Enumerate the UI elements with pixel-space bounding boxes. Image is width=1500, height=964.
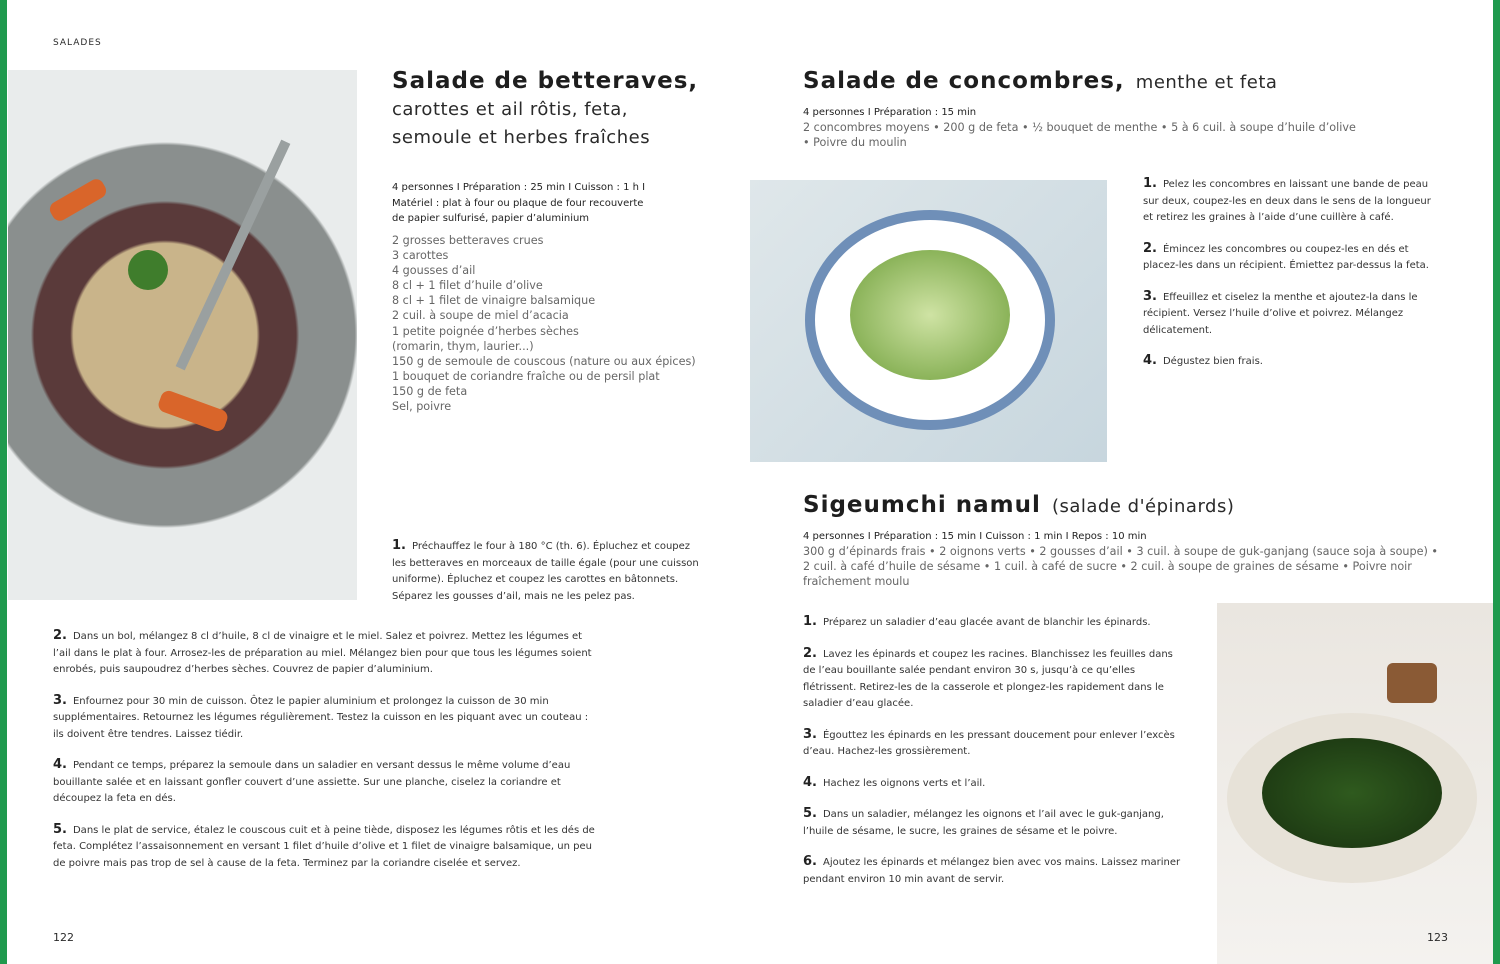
recipe1-step-1 xyxy=(392,538,702,619)
recipe3-subtitle: (salade d'épinards) xyxy=(1051,496,1235,517)
ingredient-item: 150 g de semoule de couscous (nature ou aux épices) xyxy=(392,354,696,368)
recipe-step xyxy=(53,822,598,873)
recipe1-title: Salade de betteraves, xyxy=(392,68,699,94)
step-number: 2. xyxy=(803,645,817,661)
step-number: 2. xyxy=(53,628,67,643)
ingredient-item: Sel, poivre xyxy=(392,400,452,414)
step-text: Dans un saladier, mélangez les oignons et l’ail avec le guk-ganjang, l’huile de sésame, le sucre, les graines de sésame et le poivre. xyxy=(803,809,1164,837)
ingredient-item: 1 bouquet de coriandre fraîche ou de persil plat xyxy=(392,369,660,383)
recipe1-meta: Matériel : plat à four ou plaque de four recouverte xyxy=(392,197,644,209)
right-edge-strip xyxy=(1493,0,1500,964)
ingredient-item: 1 petite poignée d’herbes sèches xyxy=(392,324,579,338)
step-number: 3. xyxy=(53,692,67,708)
step-number: 2. xyxy=(1143,240,1157,256)
recipe2-ingredients: 2 concombres moyens • 200 g de feta • ½ bouquet de menthe • 5 à 6 cuil. à soupe d’huile d’olive • Poivre du moulin xyxy=(803,121,1356,150)
step-text: Pelez les concombres en laissant une bande de peau sur deux, coupez-les en deux dans le sens de la longueur et retirez les graines à l’aide d’une cuillère à café. xyxy=(1143,179,1431,223)
recipe-step xyxy=(392,538,702,605)
cucumber-salad-photo xyxy=(750,180,1107,462)
recipe2-meta: 4 personnes I Préparation : 15 min xyxy=(803,107,977,118)
ingredient-item: 2 cuil. à soupe de miel d’acacia xyxy=(392,309,569,323)
step-text: Émincez les concombres ou coupez-les en dés et placez-les dans un récipient. Émiettez par-dessus la feta. xyxy=(1143,243,1429,271)
recipe2-subtitle: menthe et feta xyxy=(1135,72,1278,93)
recipe-step xyxy=(53,628,598,679)
ingredient-item: 8 cl + 1 filet de vinaigre balsamique xyxy=(392,294,596,308)
step-text: Hachez les oignons verts et l’ail. xyxy=(822,777,986,789)
step-text: Dans le plat de service, étalez le couscous cuit et à peine tiède, disposez les légumes rôtis et les dés de feta. Complétez l’assaisonnement en versant 1 filet d’huile d’olive et 1 filet de vinaigre balsamique, un peu de poivre mais pas trop de sel à cause de la feta. Terminez par la coriandre ciselée et servez. xyxy=(53,824,595,869)
step-number: 3. xyxy=(1143,288,1157,304)
beetroot-salad-photo xyxy=(8,70,357,600)
spinach-salad-photo xyxy=(1217,603,1493,964)
recipe-step xyxy=(803,806,1183,840)
step-number: 5. xyxy=(53,821,67,837)
section-label: SALADES xyxy=(53,38,102,48)
ingredient-item: 2 grosses betteraves crues xyxy=(392,234,544,247)
recipe1-meta: 4 personnes I Préparation : 25 min I Cuisson : 1 h I xyxy=(392,182,646,193)
step-number: 3. xyxy=(803,726,817,742)
step-number: 4. xyxy=(1143,353,1157,368)
step-text: Ajoutez les épinards et mélangez bien avec vos mains. Laissez mariner pendant environ 10 min avant de servir. xyxy=(803,857,1181,885)
recipe3-title: Sigeumchi namul xyxy=(803,492,1041,518)
step-text: Lavez les épinards et coupez les racines. Blanchissez les feuilles dans de l’eau bouillante salée pendant environ 30 s, jusqu’à ce qu’elles flétrissent. Retirez-les de la casserole et plongez-les rapidement dans le saladier d’eau glacée. xyxy=(803,648,1173,709)
recipe3-ingredients: 300 g d’épinards frais • 2 oignons verts • 2 gousses d’ail • 3 cuil. à soupe de guk-ganjang (sauce soja à soupe) • 2 cuil. à café d’huile de sésame • 1 cuil. à café de sucre • 2 cuil. à soupe de graines de sésame • Poivre noir fraîchement moulu xyxy=(803,545,1439,589)
recipe-step xyxy=(1143,353,1443,371)
step-text: Enfournez pour 30 min de cuisson. Ôtez le papier aluminium et prolongez la cuisson de 30 min supplémentaires. Retournez les légumes régulièrement. Testez la cuisson en les piquant avec un couteau : ils doivent être tendres. Laissez tiédir. xyxy=(53,695,589,740)
step-text: Effeuillez et ciselez la menthe et ajoutez-la dans le récipient. Versez l’huile d’olive et poivrez. Mélangez délicatement. xyxy=(1143,291,1418,336)
recipe-step xyxy=(803,727,1183,761)
step-text: Dégustez bien frais. xyxy=(1162,356,1263,367)
recipe-step xyxy=(803,775,1183,793)
recipe-step xyxy=(803,646,1183,713)
recipe-step xyxy=(803,614,1183,632)
step-text: Égouttez les épinards en les pressant doucement pour enlever l’excès d’eau. Hachez-les grossièrement. xyxy=(803,729,1175,757)
ingredient-item: (romarin, thym, laurier...) xyxy=(392,339,534,353)
step-number: 1. xyxy=(392,538,406,553)
ingredient-item: 4 gousses d’ail xyxy=(392,264,476,278)
page-number-right: 123 xyxy=(1427,931,1448,944)
step-number: 6. xyxy=(803,854,817,869)
recipe2-steps xyxy=(1143,176,1443,385)
left-edge-strip xyxy=(0,0,7,964)
step-text: Préparez un saladier d’eau glacée avant de blanchir les épinards. xyxy=(822,617,1151,628)
ingredient-item: 150 g de feta xyxy=(392,384,468,398)
step-number: 4. xyxy=(803,774,817,790)
ingredient-item: 8 cl + 1 filet d’huile d’olive xyxy=(392,279,543,293)
recipe2-title: Salade de concombres, xyxy=(803,68,1125,94)
recipe-step xyxy=(803,854,1183,888)
recipe3-meta: 4 personnes I Préparation : 15 min I Cuisson : 1 min I Repos : 10 min xyxy=(803,531,1147,542)
recipe-step xyxy=(53,757,598,808)
recipe1-subtitle-2: semoule et herbes fraîches xyxy=(392,127,651,148)
step-number: 5. xyxy=(803,806,817,821)
step-number: 1. xyxy=(1143,176,1157,191)
recipe1-meta: de papier sulfurisé, papier d’aluminium xyxy=(392,213,590,224)
recipe1-steps xyxy=(53,628,598,886)
step-text: Pendant ce temps, préparez la semoule dans un saladier en versant dessus le même volume d’eau bouillante salée et en laissant gonfler couvert d’une assiette. Sur une planche, ciselez la coriandre et découpez la feta en dés. xyxy=(53,760,571,804)
step-text: Dans un bol, mélangez 8 cl d’huile, 8 cl de vinaigre et le miel. Salez et poivrez. Mettez les légumes et l’ail dans le plat à four. Arrosez-les de préparation au miel. Mélangez bien pour que tous les légumes soient enrobés, puis saupoudrez d’herbes sèches. Couvrez de papier d’aluminium. xyxy=(53,631,592,675)
recipe1-subtitle-1: carottes et ail rôtis, feta, xyxy=(392,99,628,120)
ingredient-item: 3 carottes xyxy=(392,249,449,263)
recipe3-steps xyxy=(803,614,1183,902)
page-number-left: 122 xyxy=(53,931,74,944)
recipe-step xyxy=(1143,176,1443,227)
step-number: 1. xyxy=(803,614,817,629)
step-text: Préchauffez le four à 180 °C (th. 6). Épluchez et coupez les betteraves en morceaux de taille égale (pour une cuisson uniforme). Épluchez et coupez les carottes en bâtonnets. Séparez les gousses d’ail, mais ne les pelez pas. xyxy=(392,541,699,602)
recipe-step xyxy=(1143,289,1443,340)
recipe-step xyxy=(1143,241,1443,275)
recipe1-ingredients xyxy=(392,233,712,414)
recipe-step xyxy=(53,693,598,744)
step-number: 4. xyxy=(53,757,67,772)
